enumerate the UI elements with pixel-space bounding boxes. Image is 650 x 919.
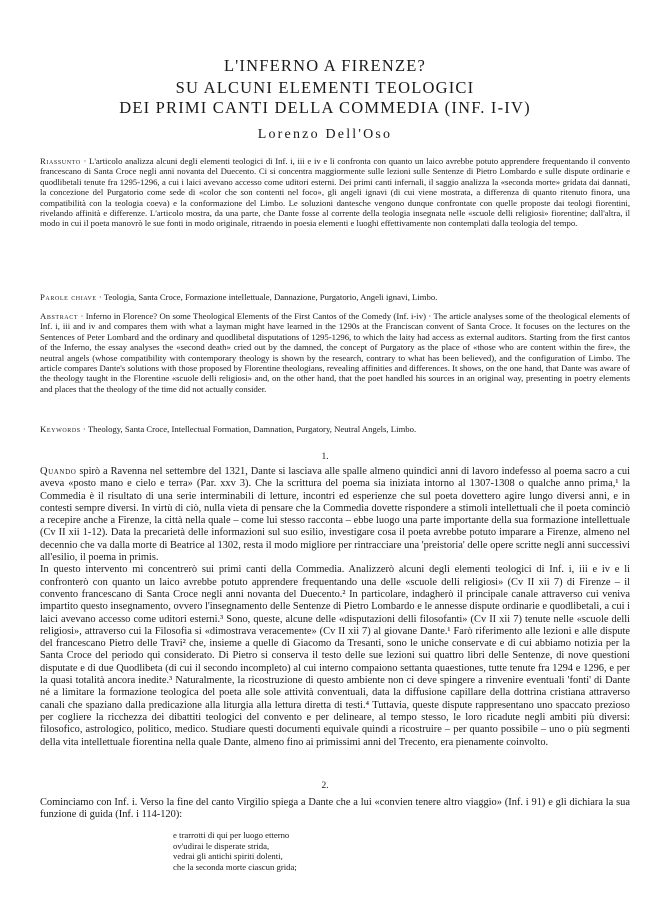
section-1-paragraph-1-text: spirò a Ravenna nel settembre del 1321, Dante si lasciava alle spalle almeno quindici anni di lavoro indefesso al poema sacro a cui aveva «posto mano e cielo e terra» (Par. xxv 3). Che la scrittura del poema sia iniziata intorno al 1307-1308 o qualche anno prima,¹ la Commedia è il risultato di una serie interminabili di letture, incontri ed esperienze che sul poeta dovettero agire lungo diversi anni, e in contesti sempre diversi. In virtù di ciò, nulla vieta di pensare che la Commedia dovette rispondere a stimoli intellettuali che il poeta cominciò a recepire anche a Firenze, la città nella quale – come lui stesso racconta – ebbe luogo una parte importante della sua formazione intellettuale (Cv II xii 1-12). Data la precarietà delle informazioni sul suo esilio, investigare cosa il poeta avrebbe potuto imparare a Firenze, almeno nel decennio che va dalla morte di Beatrice al 1302, resta il modo migliore per rintracciare una 'preistoria' delle opere scritte negli anni successivi all'esilio, il poema in primis. [40, 466, 630, 564]
verse-line: e trarrotti di qui per luogo etterno [173, 830, 290, 840]
riassunto-block [40, 156, 630, 229]
keywords-block [40, 424, 630, 434]
title-line-1: L'INFERNO A FIRENZE? [223, 56, 427, 75]
riassunto-label: Riassunto [40, 156, 81, 166]
keywords-text: · Theology, Santa Croce, Intellectual Formation, Damnation, Purgatory, Neutral Angels, Limbo. [82, 424, 417, 434]
title-line-3: DEI PRIMI CANTI DELLA COMMEDIA (INF. I-IV) [119, 98, 531, 117]
drop-word: Quando [40, 466, 77, 477]
abstract-label: Abstract [40, 311, 79, 321]
author-name: Lorenzo Dell'Oso [257, 127, 393, 142]
verse-quote [173, 830, 473, 872]
abstract-text: · Inferno in Florence? On some Theological Elements of the First Cantos of the Comedy (Inf. i-iv) · The article analyses some of the theological elements of Inf. i, iii and iv and compares them with what a layman might have learned in the 1290s at the Franciscan convent of Santa Croce. It focuses on the lectures on the Sentences of Peter Lombard and the ordinary and quodlibetal disputations of 1295-1296, to which the laity had access as external auditors. Starting from the first cantos of the Inferno, the essay analyses the «second death» cried out by the damned, the concept of Purgatory as the place of «those who are content within the fire», the neutral angels (whose compatibility with contemporary theology is shown by the research, contrary to what has been believed), and the configuration of Limbo. The article compares Dante's solutions with those proposed by Florentine theologians, revealing affinities and differences. It shows, on the one hand, that Dante was aware of the theology taught in the Florentine «scuole delli religiosi» and, on the other hand, that the poet handled his sources in an original way, presenting in poetry elements and places that the theology of the time did not actually consider. [40, 311, 631, 394]
verse-line: ov'udirai le disperate strida, [173, 840, 270, 851]
riassunto-text: · L'articolo analizza alcuni degli elementi teologici di Inf. i, iii e iv e li confronta con quanto un laico avrebbe potuto apprendere frequentando il convento francescano di Santa Croce negli anni novanta del Duecento. Ci si concentra maggiormente sulle lezioni sulle Sentenze di Pietro Lombardo e sulle dispute ordinarie e quodlibetali tenute fra 1295-1296, a cui i laici avevano accesso come uditori esterni. Dei primi canti infernali, il saggio analizza la «seconda morte» gridata dai dannati, la concezione del Purgatorio come sede di «color che son contenti nel foco», gli angeli ignavi (di cui viene mostrata, a differenza di quanto ritenuto finora, una compatibilità con la teologia coeva) e la conformazione del Limbo. Le soluzioni dantesche vengono dunque confrontate con quelle proposte dai teologi fiorentini, rivelando affinità e differenze. L'articolo mostra, da una parte, che Dante fosse al corrente della teologia insegnata nelle «scuole delli religiosi» fiorentine; dall'altra, il modo in cui il poeta manovrò le sue fonti in modo originale, ritraendo in poesia elementi e luoghi effettivamente non contemplati dalla teologia del tempo. [40, 156, 631, 229]
section-2-paragraph-1: Cominciamo con Inf. i. Verso la fine del canto Virgilio spiega a Dante che a lui «convien tenere altro viaggio» (Inf. i 91) e gli dichiara la sua funzione di guida (Inf. i 114-120): [40, 797, 630, 821]
abstract-block [40, 311, 630, 394]
section-1-paragraph-1 [40, 466, 630, 564]
section-2-body [40, 797, 630, 822]
title-line-2: SU ALCUNI ELEMENTI TEOLOGICI [175, 78, 475, 97]
parole-chiave-block [40, 292, 630, 302]
verse-line: che la seconda morte ciascun grida; [173, 861, 297, 872]
section-2-number: 2. [321, 781, 329, 791]
parole-chiave-label: Parole chiave [40, 292, 97, 302]
section-1-paragraph-2: In questo intervento mi concentrerò sui primi canti della Commedia. Analizzerò alcuni degli elementi teologici di Inf. i, iii e iv e li confronterò con quanto un laico avrebbe potuto apprendere frequentando una delle «scuole delli religiosi» (Cv II xii 7) di Firenze – il convento francescano di Santa Croce negli anni novanta del Duecento.² In particolare, indagherò il principale canale attraverso cui veniva impartito questo insegnamento, ovvero l'insegnamento delle Sentenze di Pietro Lombardo e le annesse dispute ordinarie e quodlibetali, a cui i laici avevano accesso come uditori esterni.³ Sono, queste, alcune delle «disputazioni delli filosofanti» (Cv II xii 7) tenute nelle «scuole delli religiosi», attraverso cui la Filosofia si «dimostrava veracemente» (Cv II xii 7) al giovane Dante.¹ Farò riferimento alle lezioni e alle dispute del francescano Pietro delle Travi² che, insieme a quelle di Giacomo da Tresanti, sono le uniche conservate e di cui abbiamo notizia per la Santa Croce del periodo qui considerato. Di Pietro si conserva il testo delle sue lezioni sui quattro libri delle Sentenze, di nove questioni disputate e di due Quodlibeta (di cui il secondo incompleto) al cui interno compaiono settanta quaestiones, tutte tenute fra 1294 e 1296, e per la quasi totalità ancora inedite.³ Naturalmente, la ricostruzione di questo ambiente non ci deve spingere a rinvenire eventuali 'fonti' di Dante né a limitare la formazione teologica del poeta alle sole attività conventuali, data la diffusione capillare della dottrina cristiana attraverso canali che spaziano dalla predicazione alla liturgia alla lettura diretta di testi.⁴ Tuttavia, queste dispute rappresentano uno spaccato prezioso per cogliere la ricchezza dei dibattiti teologici del convento e per delineare, al tempo stesso, le loro ricadute negli ambiti più diversi: filosofico, astrologico, politico, medico. Studiare questi documenti equivale quindi a ricostruire – per quanto possibile – uno o più segmenti della vita intellettuale fiorentina nella quale Dante, almeno fino ai primissimi anni del Trecento, era pienamente coinvolto. [40, 564, 630, 748]
verse-line: vedrai gli antichi spiriti dolenti, [173, 851, 283, 862]
parole-chiave-text: · Teologia, Santa Croce, Formazione intellettuale, Dannazione, Purgatorio, Angeli ignavi, Limbo. [98, 292, 438, 302]
keywords-label: Keywords [40, 424, 81, 434]
section-1-body [40, 466, 630, 749]
section-1-number: 1. [321, 452, 329, 462]
